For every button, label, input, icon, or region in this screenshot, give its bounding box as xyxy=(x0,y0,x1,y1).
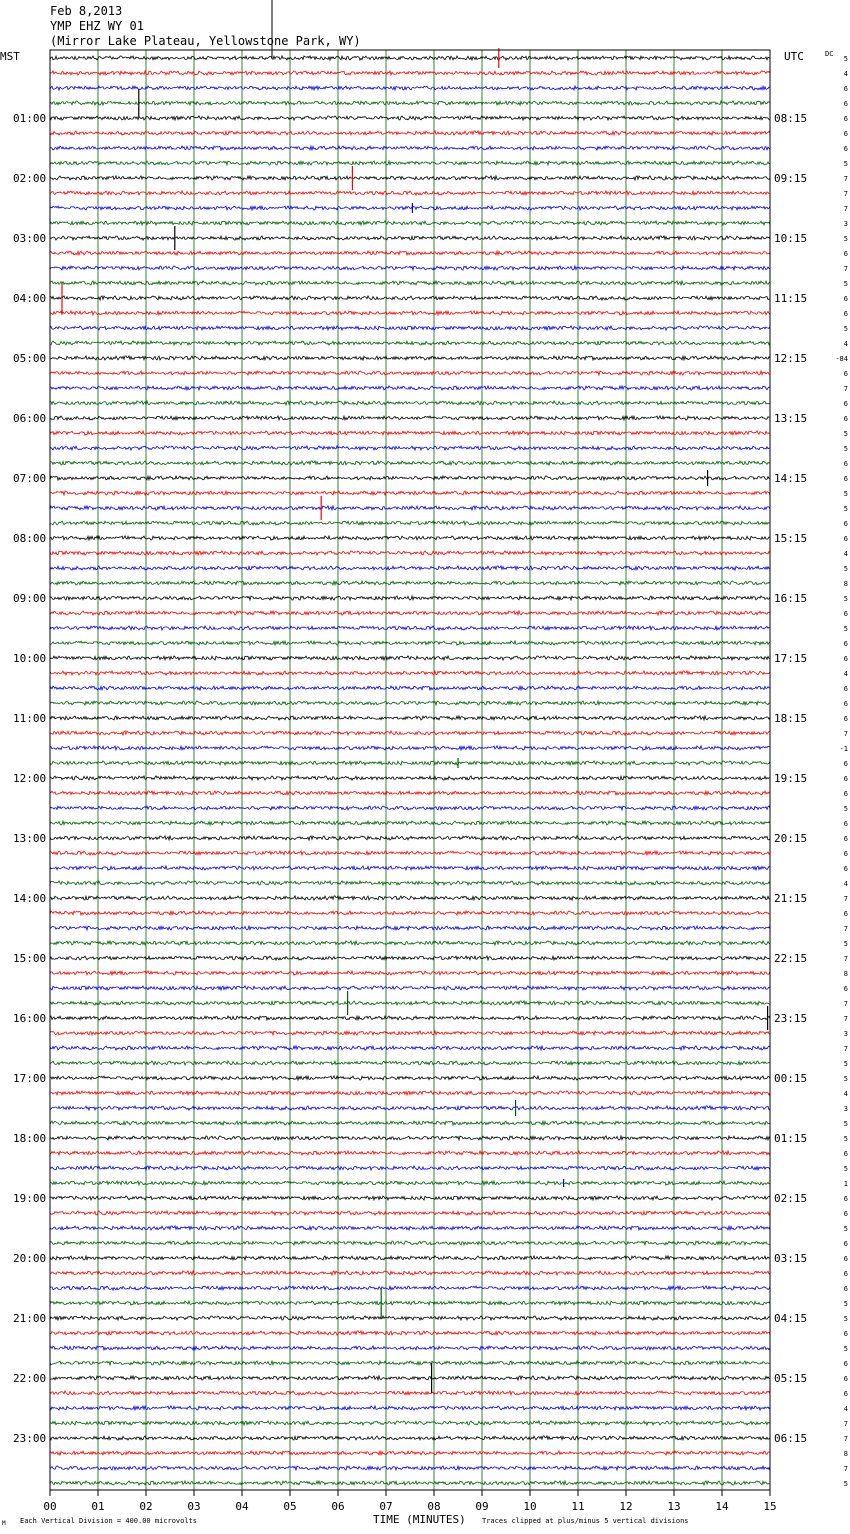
dc-offset-label: 6 xyxy=(843,115,848,123)
dc-offset-label: -84 xyxy=(835,355,848,363)
trace-row-91 xyxy=(50,1421,770,1425)
dc-offset-label: 6 xyxy=(843,1330,848,1338)
trace-row-90 xyxy=(50,1406,770,1410)
utc-hour-label: 05:15 xyxy=(774,1372,808,1385)
dc-offset-label: 6 xyxy=(843,475,848,483)
dc-offset-label: 5 xyxy=(843,160,848,168)
dc-offset-label: 7 xyxy=(843,265,848,273)
trace-row-9 xyxy=(50,191,770,195)
dc-offset-label: 6 xyxy=(843,655,848,663)
dc-offset-label: 5 xyxy=(843,1345,848,1353)
header-location: (Mirror Lake Plateau, Yellowstone Park, WY) xyxy=(50,34,361,48)
dc-offset-label: 4 xyxy=(843,1405,848,1413)
trace-row-1 xyxy=(50,71,770,75)
dc-offset-label: 7 xyxy=(843,1465,848,1473)
dc-offset-label: 5 xyxy=(843,1315,848,1323)
dc-offset-label: 5 xyxy=(843,565,848,573)
x-tick-label: 05 xyxy=(283,1500,297,1513)
x-tick-label: 08 xyxy=(427,1500,441,1513)
trace-row-75 xyxy=(50,1181,770,1185)
trace-row-78 xyxy=(50,1226,770,1230)
utc-hour-label: 00:15 xyxy=(774,1072,808,1085)
dc-offset-label: 6 xyxy=(843,775,848,783)
dc-offset-label: 5 xyxy=(843,940,848,948)
mst-label: MST xyxy=(0,50,20,63)
trace-row-54 xyxy=(50,866,770,870)
trace-row-67 xyxy=(50,1061,770,1065)
dc-offset-label: 5 xyxy=(843,1165,848,1173)
trace-row-43 xyxy=(50,701,770,705)
trace-row-94 xyxy=(50,1466,770,1470)
x-tick-label: 06 xyxy=(331,1500,345,1513)
trace-row-35 xyxy=(50,581,770,585)
trace-row-63 xyxy=(50,1001,770,1005)
mst-hour-label: 01:00 xyxy=(13,112,47,125)
mst-hour-label: 06:00 xyxy=(13,412,47,425)
mst-hour-label: 19:00 xyxy=(13,1192,47,1205)
x-tick-label: 09 xyxy=(475,1500,489,1513)
trace-row-51 xyxy=(50,821,770,825)
utc-hour-label: 18:15 xyxy=(774,712,808,725)
trace-row-18 xyxy=(50,326,770,330)
trace-row-32 xyxy=(50,536,770,540)
trace-row-79 xyxy=(50,1241,770,1245)
trace-row-74 xyxy=(50,1166,770,1170)
dc-offset-label: 3 xyxy=(843,1030,848,1038)
trace-row-42 xyxy=(50,686,770,690)
trace-row-68 xyxy=(50,1076,770,1080)
dc-offset-label: 5 xyxy=(843,595,848,603)
seismic-traces xyxy=(50,56,770,1485)
dc-offset-label: 7 xyxy=(843,1045,848,1053)
mst-hour-label: 23:00 xyxy=(13,1432,47,1445)
dc-offset-label: 5 xyxy=(843,55,848,63)
x-tick-label: 01 xyxy=(91,1500,105,1513)
trace-row-88 xyxy=(50,1376,770,1380)
trace-row-39 xyxy=(50,641,770,645)
dc-offset-label: 5 xyxy=(843,1480,848,1488)
trace-row-66 xyxy=(50,1046,770,1050)
trace-row-76 xyxy=(50,1196,770,1200)
dc-offset-label: -1 xyxy=(839,745,848,753)
dc-offset-label: 7 xyxy=(843,205,848,213)
trace-row-41 xyxy=(50,671,770,675)
trace-row-73 xyxy=(50,1151,770,1155)
utc-hour-label: 22:15 xyxy=(774,952,808,965)
trace-row-62 xyxy=(50,986,770,990)
trace-row-59 xyxy=(50,941,770,945)
dc-offset-label: 6 xyxy=(843,820,848,828)
dc-offset-label: 6 xyxy=(843,1195,848,1203)
trace-row-27 xyxy=(50,461,770,465)
utc-hour-label: 12:15 xyxy=(774,352,808,365)
utc-hour-label: 04:15 xyxy=(774,1312,808,1325)
x-tick-label: 07 xyxy=(379,1500,393,1513)
trace-row-24 xyxy=(50,416,770,420)
trace-row-44 xyxy=(50,716,770,720)
mst-hour-label: 17:00 xyxy=(13,1072,47,1085)
utc-hour-label: 21:15 xyxy=(774,892,808,905)
trace-row-70 xyxy=(50,1106,770,1110)
mst-hour-label: 14:00 xyxy=(13,892,47,905)
dc-offset-label: 6 xyxy=(843,685,848,693)
dc-offset-label: 4 xyxy=(843,880,848,888)
trace-row-31 xyxy=(50,521,770,525)
trace-row-60 xyxy=(50,956,770,960)
trace-row-38 xyxy=(50,626,770,630)
dc-offset-label: 7 xyxy=(843,895,848,903)
scale-note: Each Vertical Division = 400.00 microvolts xyxy=(20,1517,198,1525)
trace-row-50 xyxy=(50,806,770,810)
header-date: Feb 8,2013 xyxy=(50,4,123,18)
trace-row-12 xyxy=(50,236,770,240)
trace-row-85 xyxy=(50,1331,770,1335)
dc-offset-label: 6 xyxy=(843,370,848,378)
x-tick-label: 14 xyxy=(715,1500,729,1513)
trace-row-92 xyxy=(50,1436,770,1440)
trace-row-6 xyxy=(50,146,770,150)
mst-hour-label: 08:00 xyxy=(13,532,47,545)
trace-row-30 xyxy=(50,506,770,510)
dc-offset-label: 6 xyxy=(843,610,848,618)
utc-hour-label: 19:15 xyxy=(774,772,808,785)
mst-hour-label: 12:00 xyxy=(13,772,47,785)
dc-offset-label: 6 xyxy=(843,1285,848,1293)
trace-row-69 xyxy=(50,1091,770,1095)
dc-offset-label: 6 xyxy=(843,760,848,768)
trace-row-16 xyxy=(50,296,770,300)
trace-row-26 xyxy=(50,446,770,450)
mst-hour-label: 15:00 xyxy=(13,952,47,965)
dc-offset-label: 7 xyxy=(843,1420,848,1428)
dc-offset-label: 5 xyxy=(843,1135,848,1143)
dc-offset-label: 6 xyxy=(843,1255,848,1263)
utc-label: UTC xyxy=(784,50,804,63)
mst-hour-label: 18:00 xyxy=(13,1132,47,1145)
trace-row-11 xyxy=(50,221,770,225)
trace-row-64 xyxy=(50,1016,770,1020)
dc-label: DC xyxy=(825,50,834,58)
dc-offset-label: 6 xyxy=(843,460,848,468)
clip-note: Traces clipped at plus/minus 5 vertical divisions xyxy=(482,1517,689,1525)
dc-offset-label: 5 xyxy=(843,625,848,633)
trace-row-2 xyxy=(50,86,770,90)
trace-row-8 xyxy=(50,176,770,180)
trace-row-72 xyxy=(50,1136,770,1140)
dc-offset-label: 6 xyxy=(843,1240,848,1248)
trace-row-83 xyxy=(50,1301,770,1305)
trace-row-80 xyxy=(50,1256,770,1260)
x-tick-label: 04 xyxy=(235,1500,249,1513)
trace-row-29 xyxy=(50,491,770,495)
dc-offset-label: 7 xyxy=(843,1015,848,1023)
dc-offset-label: 6 xyxy=(843,145,848,153)
utc-hour-label: 20:15 xyxy=(774,832,808,845)
dc-offset-label: 6 xyxy=(843,295,848,303)
utc-hour-label: 06:15 xyxy=(774,1432,808,1445)
trace-row-28 xyxy=(50,476,770,480)
dc-offset-label: 5 xyxy=(843,1060,848,1068)
dc-offset-label: 5 xyxy=(843,505,848,513)
dc-offset-label: 6 xyxy=(843,790,848,798)
trace-row-34 xyxy=(50,566,770,570)
dc-offset-label: 6 xyxy=(843,1360,848,1368)
trace-row-46 xyxy=(50,746,770,750)
trace-row-45 xyxy=(50,731,770,735)
trace-row-20 xyxy=(50,356,770,360)
mst-hour-label: 05:00 xyxy=(13,352,47,365)
trace-row-33 xyxy=(50,551,770,555)
trace-row-23 xyxy=(50,401,770,405)
dc-offset-label: 1 xyxy=(843,1180,848,1188)
x-tick-label: 02 xyxy=(139,1500,153,1513)
dc-offset-label: 7 xyxy=(843,730,848,738)
dc-offset-label: 6 xyxy=(843,715,848,723)
dc-offset-label: 4 xyxy=(843,340,848,348)
mst-hour-label: 13:00 xyxy=(13,832,47,845)
trace-row-84 xyxy=(50,1316,770,1320)
trace-row-52 xyxy=(50,836,770,840)
dc-offset-label: 6 xyxy=(843,850,848,858)
dc-offset-label: 4 xyxy=(843,70,848,78)
dc-offset-label: 5 xyxy=(843,490,848,498)
trace-row-71 xyxy=(50,1121,770,1125)
trace-row-61 xyxy=(50,971,770,975)
trace-row-10 xyxy=(50,206,770,210)
x-tick-label: 12 xyxy=(619,1500,633,1513)
trace-row-48 xyxy=(50,776,770,780)
dc-offset-label: 7 xyxy=(843,1000,848,1008)
x-axis-title: TIME (MINUTES) xyxy=(373,1513,466,1526)
dc-offset-label: 3 xyxy=(843,1105,848,1113)
x-tick-label: 15 xyxy=(763,1500,777,1513)
x-tick-label: 11 xyxy=(571,1500,585,1513)
trace-row-58 xyxy=(50,926,770,930)
trace-row-57 xyxy=(50,911,770,915)
dc-offset-label: 6 xyxy=(843,100,848,108)
mst-hour-label: 07:00 xyxy=(13,472,47,485)
dc-offset-label: 7 xyxy=(843,175,848,183)
dc-offset-label: 5 xyxy=(843,445,848,453)
dc-offset-label: 3 xyxy=(843,220,848,228)
x-tick-label: 03 xyxy=(187,1500,201,1513)
utc-hour-label: 15:15 xyxy=(774,532,808,545)
dc-offset-label: 8 xyxy=(843,1450,848,1458)
mst-hour-label: 03:00 xyxy=(13,232,47,245)
x-tick-label: 00 xyxy=(43,1500,57,1513)
dc-offset-label: 6 xyxy=(843,1150,848,1158)
dc-offset-label: 6 xyxy=(843,85,848,93)
trace-row-49 xyxy=(50,791,770,795)
dc-offset-label: 8 xyxy=(843,580,848,588)
trace-row-4 xyxy=(50,116,770,120)
utc-hour-label: 08:15 xyxy=(774,112,808,125)
mst-hour-label: 16:00 xyxy=(13,1012,47,1025)
trace-row-87 xyxy=(50,1361,770,1365)
dc-offset-label: 6 xyxy=(843,130,848,138)
utc-hour-label: 23:15 xyxy=(774,1012,808,1025)
trace-row-19 xyxy=(50,341,770,345)
trace-row-13 xyxy=(50,251,770,255)
dc-offset-label: 7 xyxy=(843,955,848,963)
trace-row-95 xyxy=(50,1481,770,1485)
dc-offset-label: 7 xyxy=(843,190,848,198)
mst-hour-label: 10:00 xyxy=(13,652,47,665)
trace-row-25 xyxy=(50,431,770,435)
mst-hour-label: 02:00 xyxy=(13,172,47,185)
utc-hour-label: 16:15 xyxy=(774,592,808,605)
dc-offset-label: 6 xyxy=(843,1390,848,1398)
dc-offset-label: 5 xyxy=(843,1300,848,1308)
dc-offset-label: 6 xyxy=(843,1210,848,1218)
trace-row-93 xyxy=(50,1451,770,1455)
trace-row-0 xyxy=(50,56,770,60)
mst-hour-label: 20:00 xyxy=(13,1252,47,1265)
trace-row-15 xyxy=(50,281,770,285)
dc-offset-label: 4 xyxy=(843,1090,848,1098)
trace-row-5 xyxy=(50,131,770,135)
header-station: YMP EHZ WY 01 xyxy=(50,19,144,33)
trace-row-40 xyxy=(50,656,770,660)
dc-offset-label: 6 xyxy=(843,865,848,873)
trace-row-89 xyxy=(50,1391,770,1395)
dc-offset-label: 7 xyxy=(843,1435,848,1443)
x-tick-label: 10 xyxy=(523,1500,537,1513)
dc-offset-label: 5 xyxy=(843,1075,848,1083)
dc-offset-label: 5 xyxy=(843,280,848,288)
utc-hour-label: 03:15 xyxy=(774,1252,808,1265)
utc-hour-label: 09:15 xyxy=(774,172,808,185)
utc-hour-label: 17:15 xyxy=(774,652,808,665)
trace-row-81 xyxy=(50,1271,770,1275)
trace-row-82 xyxy=(50,1286,770,1290)
mst-hour-label: 21:00 xyxy=(13,1312,47,1325)
dc-offset-label: 6 xyxy=(843,835,848,843)
dc-offset-label: 6 xyxy=(843,700,848,708)
trace-row-3 xyxy=(50,101,770,105)
corner-mark: M xyxy=(2,1520,6,1527)
dc-offset-label: 6 xyxy=(843,310,848,318)
dc-offset-label: 5 xyxy=(843,235,848,243)
axis-labels xyxy=(13,55,848,1513)
dc-offset-label: 7 xyxy=(843,925,848,933)
trace-row-53 xyxy=(50,851,770,855)
dc-offset-label: 5 xyxy=(843,430,848,438)
trace-row-37 xyxy=(50,611,770,615)
trace-row-65 xyxy=(50,1031,770,1035)
dc-offset-label: 6 xyxy=(843,910,848,918)
utc-hour-label: 02:15 xyxy=(774,1192,808,1205)
dc-offset-label: 4 xyxy=(843,670,848,678)
utc-hour-label: 11:15 xyxy=(774,292,808,305)
trace-row-56 xyxy=(50,896,770,900)
dc-offset-label: 6 xyxy=(843,535,848,543)
utc-hour-label: 01:15 xyxy=(774,1132,808,1145)
dc-offset-label: 6 xyxy=(843,250,848,258)
dc-offset-label: 4 xyxy=(843,550,848,558)
dc-offset-label: 6 xyxy=(843,1270,848,1278)
dc-offset-label: 8 xyxy=(843,970,848,978)
dc-offset-label: 6 xyxy=(843,985,848,993)
trace-row-22 xyxy=(50,386,770,390)
mst-hour-label: 11:00 xyxy=(13,712,47,725)
utc-hour-label: 13:15 xyxy=(774,412,808,425)
dc-offset-label: 6 xyxy=(843,415,848,423)
trace-row-17 xyxy=(50,311,770,315)
dc-offset-label: 5 xyxy=(843,325,848,333)
dc-offset-label: 5 xyxy=(843,805,848,813)
dc-offset-label: 6 xyxy=(843,520,848,528)
utc-hour-label: 14:15 xyxy=(774,472,808,485)
trace-row-77 xyxy=(50,1211,770,1215)
trace-row-21 xyxy=(50,371,770,375)
dc-offset-label: 5 xyxy=(843,1120,848,1128)
dc-offset-label: 7 xyxy=(843,385,848,393)
trace-row-7 xyxy=(50,161,770,165)
trace-row-36 xyxy=(50,596,770,600)
trace-row-86 xyxy=(50,1346,770,1350)
dc-offset-label: 6 xyxy=(843,400,848,408)
dc-offset-label: 6 xyxy=(843,1375,848,1383)
trace-row-55 xyxy=(50,881,770,885)
dc-offset-label: 5 xyxy=(843,1225,848,1233)
mst-hour-label: 04:00 xyxy=(13,292,47,305)
mst-hour-label: 09:00 xyxy=(13,592,47,605)
trace-row-14 xyxy=(50,266,770,270)
dc-offset-label: 6 xyxy=(843,640,848,648)
trace-row-47 xyxy=(50,761,770,765)
seismic-events xyxy=(62,48,768,1393)
x-tick-label: 13 xyxy=(667,1500,681,1513)
utc-hour-label: 10:15 xyxy=(774,232,808,245)
mst-hour-label: 22:00 xyxy=(13,1372,47,1385)
